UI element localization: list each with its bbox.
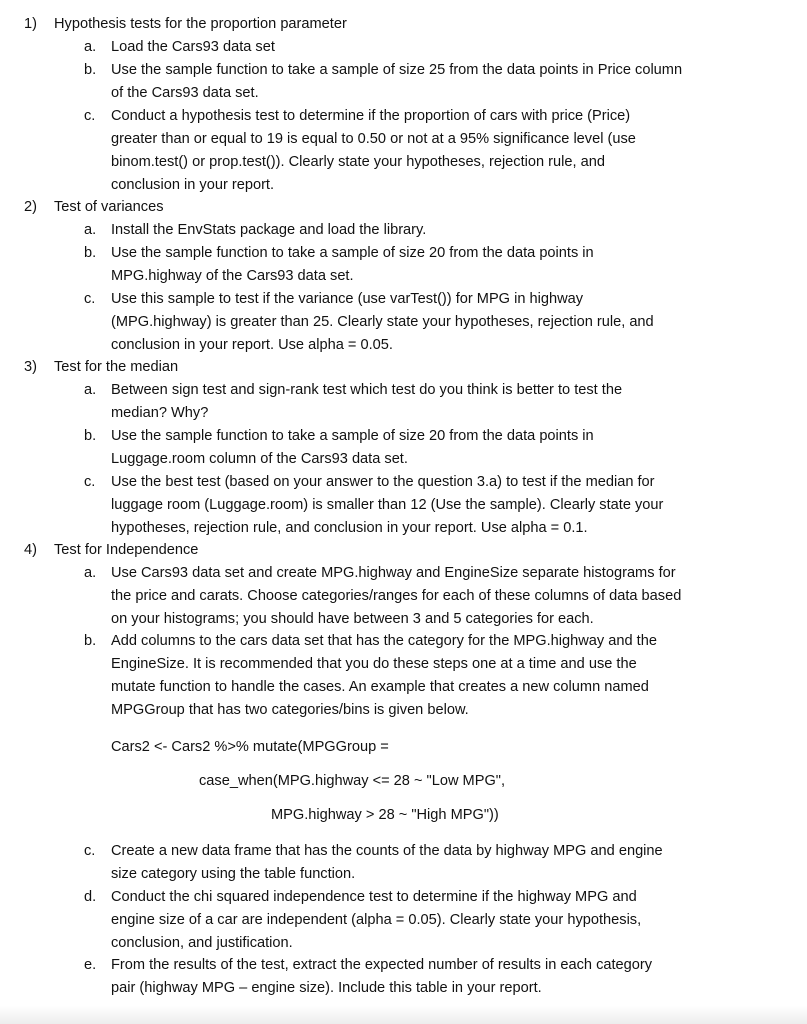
item-1c-marker: c. <box>84 108 96 124</box>
code-example-line-1: Cars2 <- Cars2 %>% mutate(MPGGroup = <box>111 739 389 755</box>
item-2c-line-2: (MPG.highway) is greater than 25. Clearly state your hypotheses, rejection rule, and <box>111 314 654 330</box>
item-1c-line-2: greater than or equal to 19 is equal to 0.50 or not at a 95% significance level (use <box>111 131 636 147</box>
section-2-title: Test of variances <box>54 199 164 215</box>
item-1b-line-1: Use the sample function to take a sample of size 25 from the data points in Price column <box>111 62 683 78</box>
item-2c-marker: c. <box>84 291 96 307</box>
item-4a-line-2: the price and carats. Choose categories/ranges for each of these columns of data based <box>111 588 682 604</box>
item-3b-line-1: Use the sample function to take a sample of size 20 from the data points in <box>111 428 594 444</box>
item-4a-line-1: Use Cars93 data set and create MPG.highway and EngineSize separate histograms for <box>111 565 676 581</box>
item-2b-marker: b. <box>84 245 97 261</box>
item-2a-line-1: Install the EnvStats package and load the library. <box>111 222 427 238</box>
item-4a-marker: a. <box>84 565 97 581</box>
item-4c-marker: c. <box>84 843 96 859</box>
bottom-edge-shadow <box>0 1006 807 1024</box>
item-4b-line-3: mutate function to handle the cases. An example that creates a new column named <box>111 679 649 695</box>
item-1a-marker: a. <box>84 39 97 55</box>
item-1c-line-4: conclusion in your report. <box>111 177 275 193</box>
item-3a-line-2: median? Why? <box>111 405 209 421</box>
item-1c-line-1: Conduct a hypothesis test to determine if the proportion of cars with price (Price) <box>111 108 631 124</box>
item-2b-line-1: Use the sample function to take a sample of size 20 from the data points in <box>111 245 594 261</box>
item-4b-line-2: EngineSize. It is recommended that you do these steps one at a time and use the <box>111 656 637 672</box>
item-4c-line-1: Create a new data frame that has the counts of the data by highway MPG and engine <box>111 843 663 859</box>
item-4a-line-3: on your histograms; you should have between 3 and 5 categories for each. <box>111 611 594 627</box>
item-4d-line-2: engine size of a car are independent (alpha = 0.05). Clearly state your hypothesis, <box>111 912 642 928</box>
section-3-title: Test for the median <box>54 359 179 375</box>
item-1a-line-1: Load the Cars93 data set <box>111 39 275 55</box>
item-4b-marker: b. <box>84 633 97 649</box>
section-3-number: 3) <box>24 359 37 375</box>
item-4e-line-2: pair (highway MPG – engine size). Include this table in your report. <box>111 980 542 996</box>
item-4d-line-1: Conduct the chi squared independence test to determine if the highway MPG and <box>111 889 637 905</box>
section-4-number: 4) <box>24 542 37 558</box>
item-4c-line-2: size category using the table function. <box>111 866 356 882</box>
item-3a-line-1: Between sign test and sign-rank test which test do you think is better to test the <box>111 382 623 398</box>
item-2b-line-2: MPG.highway of the Cars93 data set. <box>111 268 354 284</box>
section-1-number: 1) <box>24 16 37 32</box>
item-3c-line-2: luggage room (Luggage.room) is smaller than 12 (Use the sample). Clearly state your <box>111 497 664 513</box>
item-3b-line-2: Luggage.room column of the Cars93 data set. <box>111 451 408 467</box>
code-example-line-3: MPG.highway > 28 ~ "High MPG")) <box>271 807 499 823</box>
item-2a-marker: a. <box>84 222 97 238</box>
item-4b-line-4: MPGGroup that has two categories/bins is given below. <box>111 702 469 718</box>
item-2c-line-3: conclusion in your report. Use alpha = 0.05. <box>111 337 393 353</box>
item-4e-line-1: From the results of the test, extract the expected number of results in each category <box>111 957 653 973</box>
item-3c-line-3: hypotheses, rejection rule, and conclusion in your report. Use alpha = 0.1. <box>111 520 588 536</box>
item-3c-marker: c. <box>84 474 96 490</box>
item-1c-line-3: binom.test() or prop.test()). Clearly state your hypotheses, rejection rule, and <box>111 154 605 170</box>
item-4d-marker: d. <box>84 889 97 905</box>
section-4-title: Test for Independence <box>54 542 199 558</box>
item-4e-marker: e. <box>84 957 97 973</box>
item-3a-marker: a. <box>84 382 97 398</box>
section-1-title: Hypothesis tests for the proportion parameter <box>54 16 347 32</box>
item-1b-line-2: of the Cars93 data set. <box>111 85 259 101</box>
code-example-line-2: case_when(MPG.highway <= 28 ~ "Low MPG", <box>199 773 506 789</box>
item-2c-line-1: Use this sample to test if the variance (use varTest()) for MPG in highway <box>111 291 584 307</box>
item-1b-marker: b. <box>84 62 97 78</box>
item-3c-line-1: Use the best test (based on your answer to the question 3.a) to test if the median for <box>111 474 655 490</box>
item-4b-line-1: Add columns to the cars data set that has the category for the MPG.highway and the <box>111 633 657 649</box>
item-3b-marker: b. <box>84 428 97 444</box>
section-2-number: 2) <box>24 199 37 215</box>
item-4d-line-3: conclusion, and justification. <box>111 935 293 951</box>
